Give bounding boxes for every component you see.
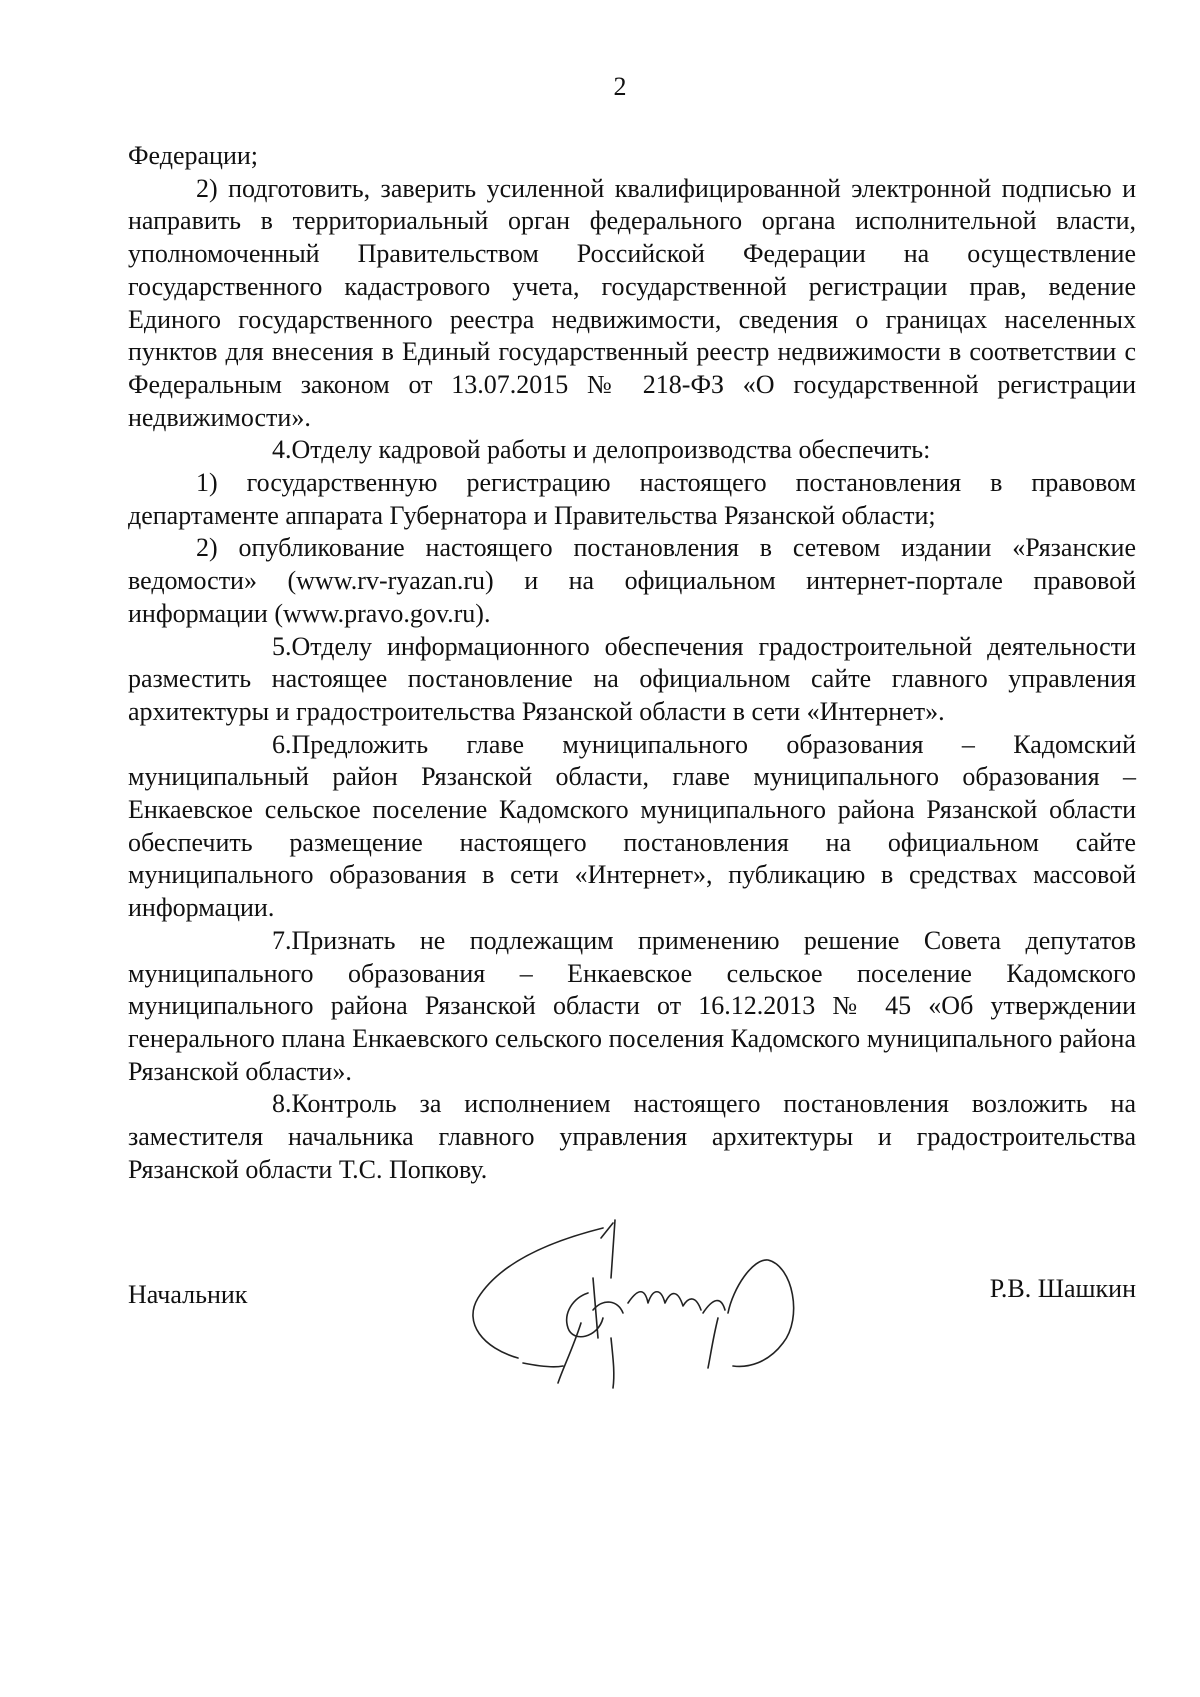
item-text: Контроль за исполнением настоящего постановления возложить на заместителя начальника главного управления архитектуры и градостроительства Рязанской области Т.С. Попкову. [128,1089,1136,1184]
paragraph-subitem-2-publication: 2) опубликование настоящего постановления в сетевом издании «Рязанские ведомости» (www.rv-ryazan.ru) и на официальном интернет-портале правовой информации (www.pravo.gov.ru). [128,533,1136,628]
item-number: 7. [272,925,292,955]
handwritten-signature-icon [463,1218,813,1398]
signature-block [128,1238,1136,1358]
item-text: Отделу информационного обеспечения градостроительной деятельности разместить настоящее постановление на официальном сайте главного управления архитектуры и градостроительства Рязанской области в сети «Интернет». [128,631,1136,726]
paragraph-item-6 [128,729,1136,925]
item-number: 4. [272,435,292,465]
signatory-title: Начальник [128,1280,248,1309]
item-number: 8. [272,1089,292,1119]
paragraph-continuation: Федерации; [128,141,259,170]
paragraph-item-5 [128,631,1136,729]
paragraph-item-7 [128,925,1136,1089]
paragraph-subitem-2-registry: 2) подготовить, заверить усиленной квалифицированной электронной подписью и направить в территориальный орган федерального органа исполнительной власти, уполномоченный Правительством Российской Федерации на осуществление государственного кадастрового учета, государственной регистрации прав, ведение Единого государственного реестра недвижимости, сведения о границах населенных пунктов для внесения в Единый государственный реестр недвижимости в соответствии с Федеральным законом от 13.07.2015 № 218-ФЗ «О государственной регистрации недвижимости». [128,173,1136,432]
item-text: Отделу кадровой работы и делопроизводства обеспечить: [291,435,931,465]
item-number: 6. [272,729,292,759]
paragraph-subitem-1-registration: 1) государственную регистрацию настоящего постановления в правовом департаменте аппарата Губернатора и Правительства Рязанской области; [128,468,1136,530]
paragraph-item-8 [128,1088,1136,1186]
document-body [128,140,1136,1187]
page-number: 2 [613,72,627,101]
signatory-name: Р.В. Шашкин [989,1274,1136,1303]
item-number: 5. [272,631,292,661]
item-text: Признать не подлежащим применению решение Совета депутатов муниципального образования – Енкаевское сельское поселение Кадомского муниципального района Рязанской области от 16.12.2013 № 45 «Об утверждении генерального плана Енкаевского сельского поселения Кадомского муниципального района Рязанской области». [128,925,1136,1086]
paragraph-item-4 [128,434,1136,467]
item-text: Предложить главе муниципального образования – Кадомский муниципальный район Рязанской области, главе муниципального образования – Енкаевское сельское поселение Кадомского муниципального района Рязанской области обеспечить размещение настоящего постановления на официальном сайте муниципального образования в сети «Интернет», публикацию в средствах массовой информации. [128,729,1136,923]
